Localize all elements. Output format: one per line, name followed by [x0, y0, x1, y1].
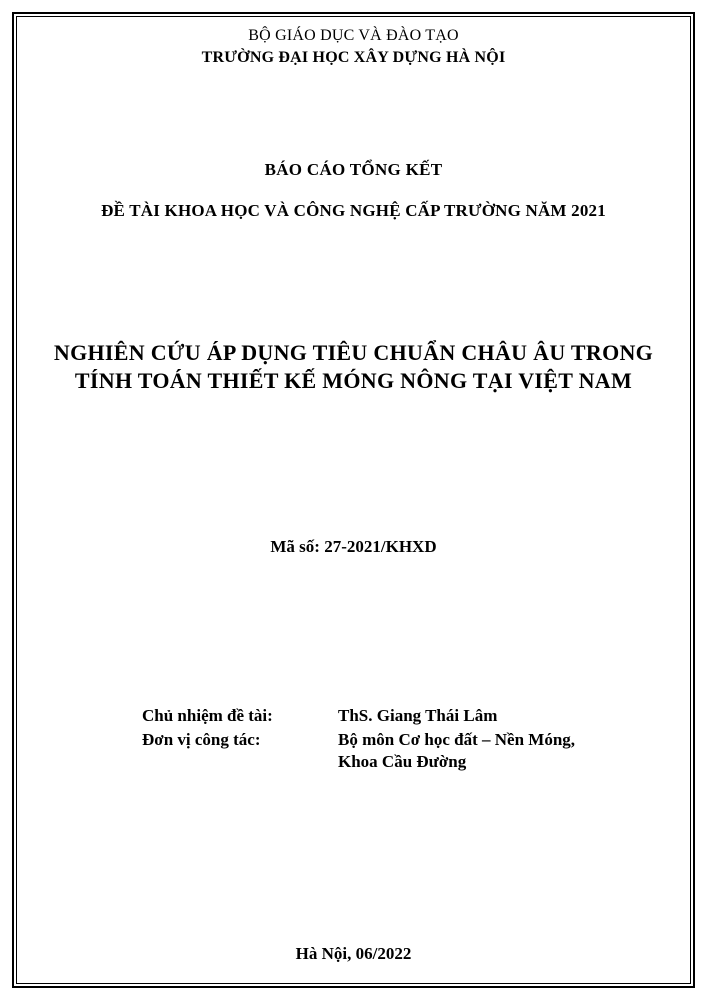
ministry-name: BỘ GIÁO DỤC VÀ ĐÀO TẠO	[248, 27, 459, 44]
place-date: Hà Nội, 06/2022	[295, 944, 412, 963]
report-type: BÁO CÁO TỔNG KẾT	[264, 160, 443, 179]
unit-value-line-1: Bộ môn Cơ học đất – Nền Móng,	[338, 730, 576, 749]
leader-value: ThS. Giang Thái Lâm	[338, 706, 498, 725]
university-name: TRƯỜNG ĐẠI HỌC XÂY DỰNG HÀ NỘI	[201, 49, 506, 66]
title-line-2: TÍNH TOÁN THIẾT KẾ MÓNG NÔNG TẠI VIỆT NAM	[74, 368, 633, 393]
project-type: ĐỀ TÀI KHOA HỌC VÀ CÔNG NGHỆ CẤP TRƯỜNG NĂM 2021	[101, 201, 606, 220]
leader-label: Chủ nhiệm đề tài:	[142, 706, 273, 725]
unit-value-line-2: Khoa Cầu Đường	[338, 752, 467, 771]
title-line-1: NGHIÊN CỨU ÁP DỤNG TIÊU CHUẨN CHÂU ÂU TRONG	[53, 340, 654, 365]
unit-label: Đơn vị công tác:	[142, 730, 261, 749]
project-code: Mã số: 27-2021/KHXD	[270, 537, 437, 556]
